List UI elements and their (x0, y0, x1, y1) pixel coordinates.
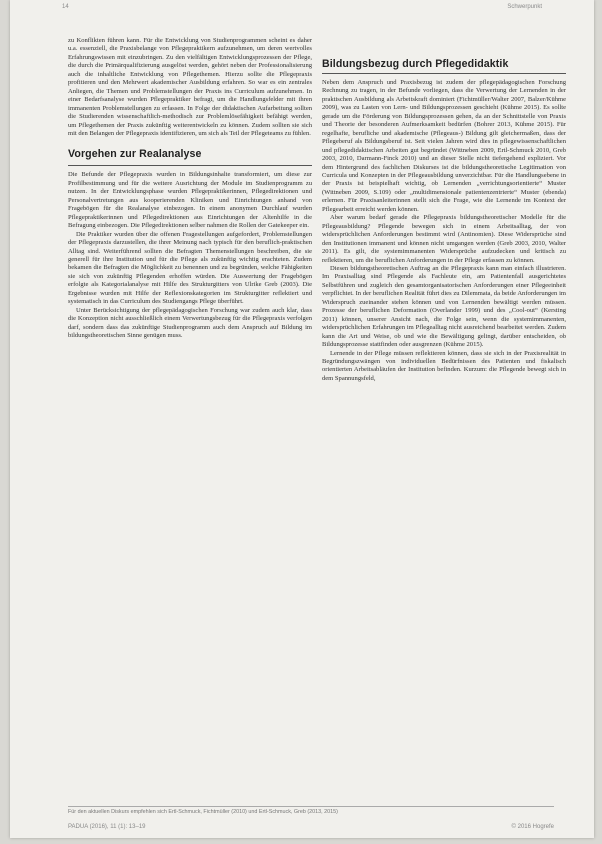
journal-page (10, 0, 594, 838)
right-column (322, 37, 566, 383)
copyright: © 2016 Hogrefe (511, 824, 554, 830)
left-column (68, 37, 312, 341)
heading-rule (322, 73, 566, 74)
body-paragraph: Neben dem Anspruch und Praxisbezug ist zudem der pflegepädagogischen Forschung Rechnung zu tragen, in der Befunde vorliegen, dass die Verwertung der Lernenden in der praktischen Ausbildung als Arbeitskraft dominiert (Fichtmüller/Walter 2007, Balzer/Kühme 2009), was zu Lasten von Lern- und Bildungsprozessen geschieht (Kühme 2015). Es sollte gerade um die Förderung von Bildungsprozessen gehen, da an der Schnittstelle von Praxis und Theorie der besonderen Aufmerksamkeit bedürfen (Bohrer 2013, Kühme 2015). Für regelhafte, berufliche und akademische (Pflegeaus-) Bildung gilt gleichermaßen, dass der Pflegeberuf als Bildungsberuf ist. Seit vielen Jahren wird dies in pflegewissenschaftlichen und pflegedidaktischen Arbeiten gut begründet (Wittneben 2009, Ertl-Schmuck 2010, Greb 2003, 2010, Darmann-Finck 2010) und an dieser Stelle nicht tiefergehend expliziert. Vor dem Hintergrund des fachlichen Diskurses ist die bildungstheoretische Legitimation von Curricula und Konzepten in der Pflegeausbildung unverzichtbar. Für die Handlungsebene in der Praxis ist beispielhaft wichtig, ob Lernenden „verrichtungsorientierte“ Muster (Wittneben 2009, S.109) oder „multidimensionale patientenzentrierte“ Muster (ebenda) erlernen. Für Praxisanleiterinnen stellt sich die Frage, wie die Lernende im Kontext der Pflegearbeit erreicht werden können. (322, 79, 566, 213)
section-title: Schwerpunkt (507, 4, 542, 10)
body-paragraph: Unter Berücksichtigung der pflegepädagogischen Forschung war zudem auch klar, dass die Konzeption nicht ausschließlich einem Verwertungsbezug für die Pflegepraxis verfolgen darf, sondern dass das zukünftige Studienprogramm auch dem Anspruch auf Bildung im bildungstheoretischen Sinne genügen muss. (68, 306, 312, 340)
heading-rule (68, 165, 312, 166)
body-paragraph: Die Befunde der Pflegepraxis wurden in Bildungsinhalte transformiert, um diese zur Profilbestimmung und für die weitere Ausrichtung der Module im Studienprogramm zu nutzen. In der Entwicklungsphase wurden Pflegepraktikerinnen, Pflegedirektionen und Personalvertretungen aus kooperierenden Kliniken und Einrichtungen anhand von Fragebögen für die Realanalyse einbezogen. In einem anonymen Durchlauf wurden Pflegepraktikerinnen und Pflegedirektionen aus Einrichtungen der Altenhilfe in die Befragung einbezogen. Die Pflegedirektionen selber nahmen die Rollen der Gatekeeper ein. (68, 171, 312, 230)
running-head (62, 4, 542, 10)
body-paragraph: Lernende in der Pflege müssen reflektieren können, dass sie sich in der Praxisrealität in Begründungszwängen von individuellen Bedürfnissen des Patienten und fiskalisch orientierten Arbeitsabläufen der Institution befinden. Kurzum: die Pflegende bewegt sich in dem Spannungsfeld, (322, 349, 566, 382)
body-paragraph: Diesen bildungstheoretischen Auftrag an die Pflegepraxis kann man einfach illustrieren. Im Praxisalltag sind Pflegende als Fachleute ein, am Patientenfall ausgerichtetes Selbstführen und zugleich den gesamtorganisatorischen Anforderungen einer Pflegeeinheit verpflichtet. In der beruflichen Realität führt dies zu Dilemmata, da beide Anforderungen im Widerspruch zueinander stehen können und von Lernenden bewältigt werden müssen. Prozesse der beruflichen Deformation (Overlander 1999) und des „Cool-out“ (Kersting 2011) können, unserer Ansicht nach, die Folge sein, wenn die systemimmanenten, widersprüchlichen Erfahrungen im Pflegealltag nicht ausreichend bearbeitet werden. Zudem kann die Art und Weise, ob und wie die Bewältigung gelingt, darüber entscheiden, ob Bildungsprozesse stattfinden oder ausgrenzen (Kühme 2015). (322, 264, 566, 349)
footnote: Für den aktuellen Diskurs empfehlen sich Ertl-Schmuck, Fichtmüller (2010) und Ertl-Schmuck, Greb (2013, 2015) (68, 806, 554, 815)
citation: PADUA (2016), 11 (1): 13–19 (68, 824, 146, 830)
page-footer (68, 824, 554, 830)
body-paragraph: zu Konflikten führen kann. Für die Entwicklung von Studienprogrammen scheint es daher u.a. essenziell, die Praxisbelange von Pflegepraktikern aufzunehmen, um deren wertvolles Erfahrungswissen mit einzubringen. Zu den vielfältigen Entwicklungsprozessen der Pflege, die durch die Primärqualifizierung ausgelöst werden, gehört neben der Professionalisierung auch die inhaltliche Entwicklung von Pflegethemen. Hierzu sollte die Pflegepraxis profitieren und den Mehrwert akademischer Ausbildung erfahren. So war es ein zentrales Anliegen, die Themen und Problemstellungen der Praxis ins Curriculum aufzunehmen. In einer Bedarfsanalyse wurden Pflegepraktiker befragt, um die Handlungsfelder mit ihren immanenten Problemstellungen zu erfassen. In Folge der didaktischen Aufarbeitung sollten die Studierenden wissenschaftlich-methodisch zur Problemlösefähigkeit befähigt werden, um Pflegethemen der Praxis zukünftig weiterentwickeln zu können. Zudem sollten sie sich mit den Belangen der Pflegepraxis identifizieren, um sich als Teil der Pflegeteams zu fühlen. (68, 37, 312, 137)
body-paragraph: Die Praktiker wurden über die offenen Fragestellungen aufgefordert, Problemstellungen der Pflegepraxis darzustellen, die ihrer Meinung nach typisch für den beruflich-praktischen Alltag sind. Weiterführend sollten die Befragten Themenstellungen beschreiben, die sie generell für ihre Institution und für die Pflege als zukünftig wichtig erachteten. Zudem bekamen die Befragten die Möglichkeit zu benennen und zu begründen, welche Fähigkeiten sie sich von zukünftig Pflegenden erhoffen würden. Die Auswertung der Fragebögen erfolgte als Kategorialanalyse mit Hilfe des Strukturgitters von Ulrike Greb (2003). Die Ergebnisse wurden mit Hilfe der Reflexionskategorien im Strukturgitter reflektiert und systematisch in das Curriculum des Studiengangs Pflege überführt. (68, 230, 312, 306)
section-heading-bildungsbezug: Bildungsbezug durch Pflegedidaktik (322, 58, 509, 70)
body-paragraph: Aber warum bedarf gerade die Pflegepraxis bildungstheoretischer Modelle für die Pflegeausbildung? Pflegende bewegen sich in einem Arbeitsalltag, der von widersprüchlichen Anforderungen bestimmt wird (Antinomien). Diese Widersprüche sind den Institutionen immanent und können nicht umgangen werden (Greb 2003, 2010, Walter 2011). Es gilt, die systemimmanenten Widersprüche aufzudecken und kritisch zu reflektieren, um die beruflichen Anforderungen in der Pflege erfassen zu können. (322, 214, 566, 264)
section-heading-realanalyse: Vorgehen zur Realanalyse (68, 148, 202, 161)
page-number: 14 (62, 4, 69, 10)
